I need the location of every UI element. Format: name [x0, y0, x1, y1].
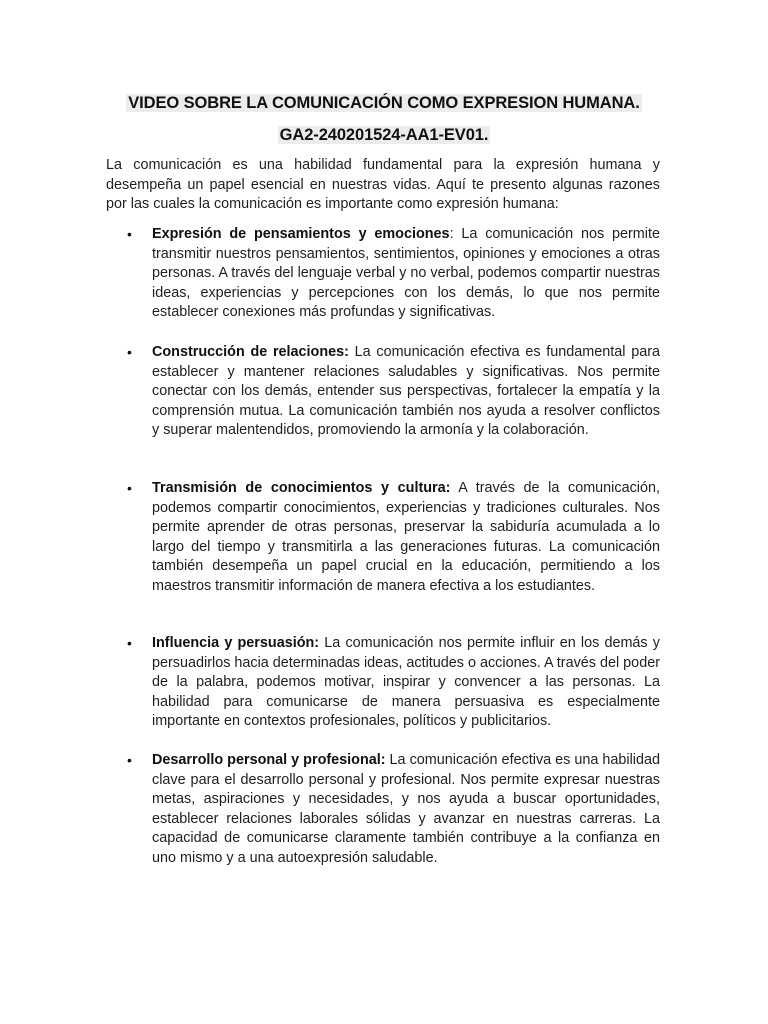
document-title-text: VIDEO SOBRE LA COMUNICACIÓN COMO EXPRESION HUMANA. — [128, 94, 640, 112]
bullet-icon: • — [127, 635, 132, 651]
list-item-text: La comunicación nos permite influir en los demás y persuadirlos hacia determinadas ideas, actitudes o acciones. A través del poder de la palabra, podemos motivar, inspirar y convencer a las personas. La habilidad para comunicarse de manera persuasiva es especialmente importante en contextos profesionales, políticos y publicitarios. — [152, 635, 660, 729]
list-item-heading: Expresión de pensamientos y emociones — [152, 226, 450, 242]
document-code-text: GA2-240201524-AA1-EV01. — [279, 126, 489, 144]
intro-paragraph: La comunicación es una habilidad fundamental para la expresión humana y desempeña un papel esencial en nuestras vidas. Aquí te presento algunas razones por las cuales la comunicación es importante como expresión humana: — [106, 157, 660, 212]
list-item-heading: Desarrollo personal y profesional: — [152, 752, 386, 768]
document-code — [0, 124, 768, 146]
list-item-heading: Construcción de relaciones: — [152, 344, 349, 360]
list-item-heading: Transmisión de conocimientos y cultura: — [152, 480, 451, 496]
list-item-text: : La comunicación nos permite transmitir nuestros pensamientos, sentimientos, opiniones y emociones a otras personas. A través del lenguaje verbal y no verbal, podemos compartir nuestras ideas, experiencias y percepciones con los demás, lo que nos permite establecer conexiones más profundas y significativas. — [152, 226, 660, 320]
list-item — [127, 634, 660, 732]
bullet-icon: • — [127, 226, 132, 242]
bullet-icon: • — [127, 480, 132, 496]
list-item — [127, 479, 660, 596]
document-title — [0, 92, 768, 114]
list-item-text: A través de la comunicación, podemos compartir conocimientos, experiencias y tradiciones culturales. Nos permite aprender de otras personas, preservar la sabiduría acumulada a lo largo del tiempo y transmitirla a las generaciones futuras. La comunicación también desempeña un papel crucial en la educación, permitiendo a los maestros transmitir información de manera efectiva a los estudiantes. — [152, 480, 660, 594]
bullet-icon: • — [127, 752, 132, 768]
list-item — [127, 225, 660, 323]
list-item — [127, 751, 660, 868]
list-item — [127, 343, 660, 441]
list-item-text: La comunicación efectiva es fundamental para establecer y mantener relaciones saludables y significativas. Nos permite conectar con los demás, entender sus perspectivas, fortalecer la empatía y la comprensión mutua. La comunicación también nos ayuda a resolver conflictos y superar malentendidos, promoviendo la armonía y la colaboración. — [152, 344, 660, 438]
list-item-text: La comunicación efectiva es una habilidad clave para el desarrollo personal y profesional. Nos permite expresar nuestras metas, aspiraciones y necesidades, y nos ayuda a buscar oportunidades, establecer relaciones laborales sólidas y avanzar en nuestras carreras. La capacidad de comunicarse claramente también contribuye a la confianza en uno mismo y a una autoexpresión saludable. — [152, 752, 660, 866]
bullet-icon: • — [127, 344, 132, 360]
list-item-heading: Influencia y persuasión: — [152, 635, 320, 651]
